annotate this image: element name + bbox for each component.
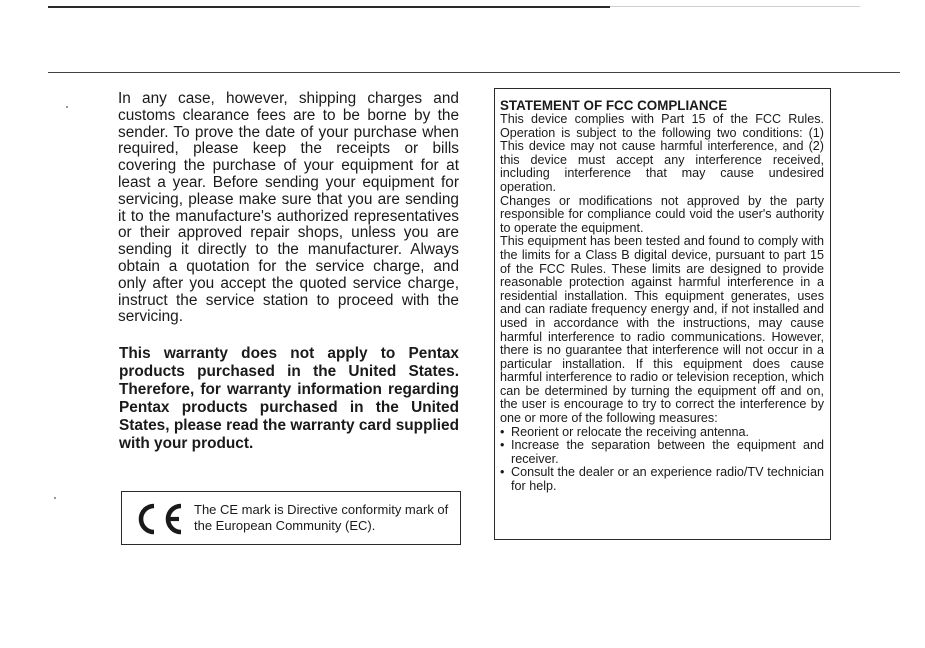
fcc-paragraph: This equipment has been tested and found to comply with the limits for a Class B digital device, pursuant to part 15 of the FCC Rules. These limits are designed to provide reasonable protection against harmful interference in a residential installation. This equipment generates, uses and can radiate frequency energy and, if not installed and used in accordance with the instructions, may cause harmful interference to radio communications. However, there is no guarantee that interference will not occur in a particular installation. If this equipment does cause harmful interference to radio or television reception, which can be determined by turning the equipment off and on, the user is encourage to try to correct the interference by one or more of the following measures: [500, 234, 824, 426]
ce-mark-icon [130, 501, 186, 537]
fcc-measures-list [500, 426, 824, 494]
measure-text: Reorient or relocate the receiving antenna. [511, 424, 750, 439]
fcc-statement-box [494, 88, 831, 540]
ce-mark-box [121, 491, 461, 545]
measure-text: Increase the separation between the equipment and receiver. [511, 438, 824, 466]
list-item [500, 426, 824, 440]
list-item [500, 466, 824, 493]
measure-text: Consult the dealer or an experience radio/TV technician for help. [511, 465, 824, 494]
scan-speck [66, 106, 68, 108]
bullet-icon: • [500, 424, 505, 439]
warranty-notice: This warranty does not apply to Pentax products purchased in the United States. Therefore, for warranty information regarding Pentax products purchased in the United States, please read the warranty card supplied with your product. [119, 345, 459, 452]
top-rule [48, 6, 610, 8]
top-rule-faint [610, 6, 860, 7]
ce-mark-text: The CE mark is Directive conformity mark of the European Community (EC). [194, 502, 449, 533]
scan-speck [54, 497, 56, 499]
fcc-paragraph: This device complies with Part 15 of the FCC Rules. Operation is subject to the following two conditions: (1) This device may not cause harmful interference, and (2) this device must accept any interference received, including interference that may cause undesired operation. [500, 112, 824, 194]
shipping-paragraph: In any case, however, shipping charges and customs clearance fees are to be borne by the sender. To prove the date of your purchase when required, please keep the receipts or bills covering the purchase of your equipment for at least a year. Before sending your equipment for servicing, please make sure that you are sending it to the manufacture's authorized representatives or their approved repair shops, unless you are sending it directly to the manufacturer. Always obtain a quotation for the service charge, and only after you accept the quoted service charge, instruct the service station to proceed with the servicing. [118, 90, 459, 326]
fcc-title: STATEMENT OF FCC COMPLIANCE [500, 98, 728, 113]
fcc-paragraph: Changes or modifications not approved by the party responsible for compliance could void the user's authority to operate the equipment. [500, 193, 824, 235]
section-rule [48, 72, 900, 73]
list-item [500, 439, 824, 466]
bullet-icon: • [500, 438, 505, 453]
bullet-icon: • [500, 465, 505, 480]
